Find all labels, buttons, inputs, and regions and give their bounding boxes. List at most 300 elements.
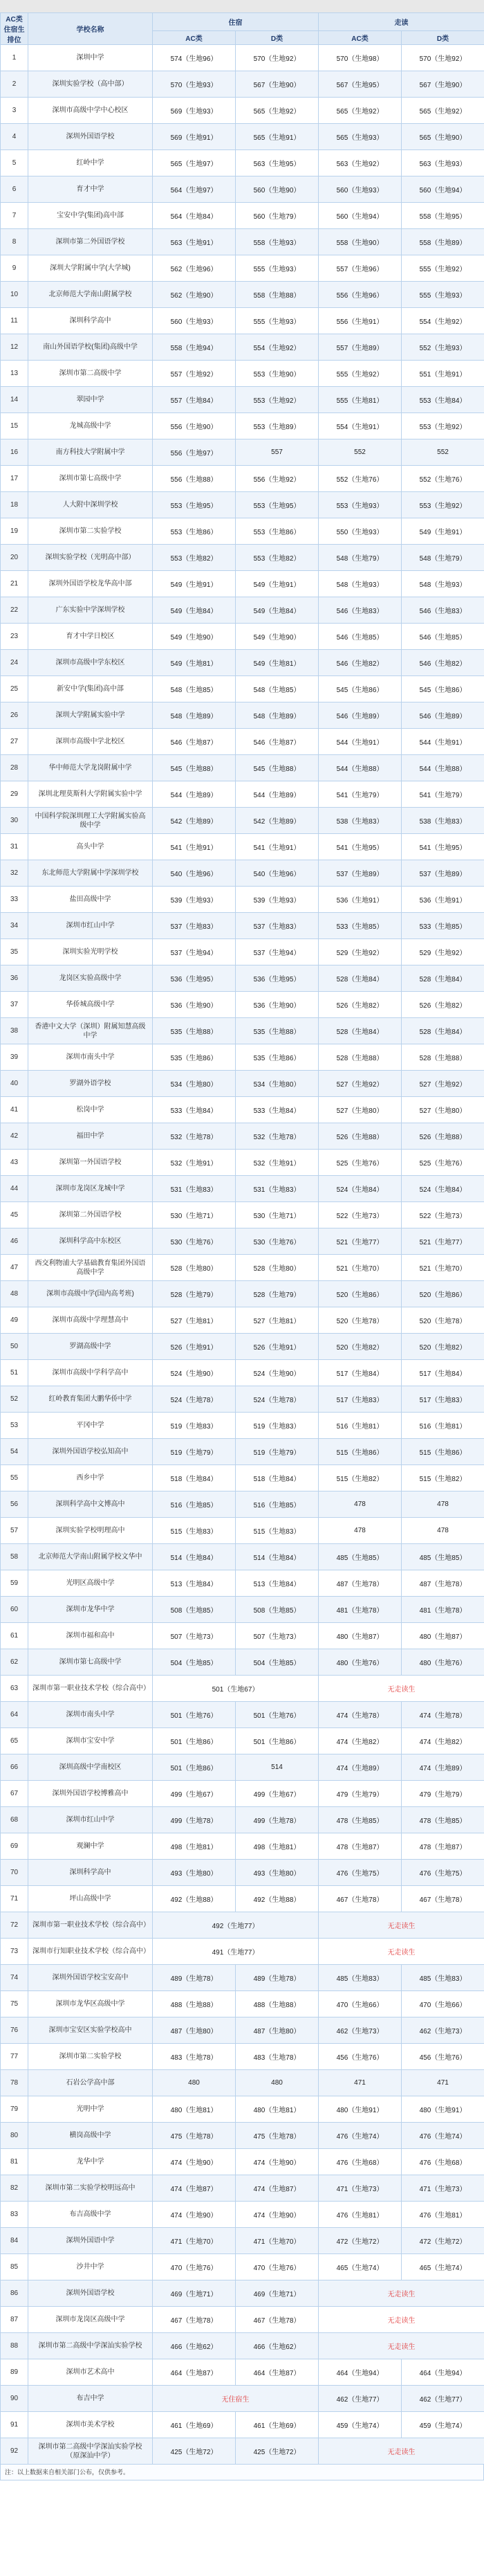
zoudu-ac-cell: 560（生地94） xyxy=(319,203,402,229)
school-name-cell: 东北师范大学附属中学深圳学校 xyxy=(28,860,153,887)
zoudu-d-cell: 515（生地82） xyxy=(402,1465,484,1491)
zoudu-d-cell: 558（生地95） xyxy=(402,203,484,229)
zoudu-d-cell: 554（生地92） xyxy=(402,308,484,334)
zhusu-d-cell: 474（生地90） xyxy=(236,2202,319,2228)
table-row xyxy=(1,1544,484,1570)
zoudu-ac-cell: 537（生地89） xyxy=(319,860,402,887)
table-row xyxy=(1,2017,484,2044)
zoudu-d-cell: 567（生地90） xyxy=(402,71,484,98)
zhusu-d-cell: 530（生地71） xyxy=(236,1202,319,1228)
zhusu-d-cell: 544（生地89） xyxy=(236,781,319,808)
zoudu-d-cell: 527（生地92） xyxy=(402,1071,484,1097)
table-row xyxy=(1,571,484,597)
rank-cell: 53 xyxy=(1,1413,28,1439)
table-row xyxy=(1,1044,484,1071)
zoudu-d-cell: 565（生地92） xyxy=(402,98,484,124)
zoudu-ac-cell: 548（生地79） xyxy=(319,545,402,571)
rank-cell: 45 xyxy=(1,1202,28,1228)
school-name-cell: 育才中学日校区 xyxy=(28,624,153,650)
zoudu-d-cell: 553（生地92） xyxy=(402,413,484,439)
table-row xyxy=(1,1991,484,2017)
zoudu-d-cell: 480（生地87） xyxy=(402,1623,484,1649)
school-name-cell: 南山外国语学校(集团)高级中学 xyxy=(28,334,153,361)
school-name-cell: 深圳北理莫斯科大学附属实验中学 xyxy=(28,781,153,808)
zoudu-ac-cell: 476（生地74） xyxy=(319,2123,402,2149)
table-row xyxy=(1,992,484,1018)
rank-cell: 47 xyxy=(1,1255,28,1281)
zhusu-d-cell: 471（生地70） xyxy=(236,2228,319,2254)
zoudu-d-cell: 524（生地84） xyxy=(402,1176,484,1202)
zoudu-d-cell: 520（生地78） xyxy=(402,1307,484,1334)
rank-cell: 39 xyxy=(1,1044,28,1071)
zhusu-ac-cell: 474（生地90） xyxy=(153,2149,236,2175)
zhusu-ac-cell: 487（生地80） xyxy=(153,2017,236,2044)
school-name-cell: 深圳市龙岗区龙城中学 xyxy=(28,1176,153,1202)
rank-cell: 80 xyxy=(1,2123,28,2149)
zoudu-ac-cell: 480（生地91） xyxy=(319,2096,402,2123)
zhusu-d-cell: 461（生地69） xyxy=(236,2412,319,2438)
zhusu-ac-cell: 557（生地84） xyxy=(153,387,236,413)
zhusu-ac-cell: 531（生地83） xyxy=(153,1176,236,1202)
table-row xyxy=(1,1728,484,1754)
zoudu-d-cell: 528（生地84） xyxy=(402,1018,484,1044)
zhusu-ac-cell: 535（生地88） xyxy=(153,1018,236,1044)
zoudu-ac-cell: 546（生地89） xyxy=(319,702,402,729)
rank-cell: 33 xyxy=(1,887,28,913)
school-name-cell: 深圳大学附属中学(大学城) xyxy=(28,255,153,282)
zoudu-ac-cell: 527（生地92） xyxy=(319,1071,402,1097)
school-name-header: 学校名称 xyxy=(28,13,153,45)
zoudu-ac-cell: 517（生地84） xyxy=(319,1360,402,1386)
zhusu-d-cell: 556（生地92） xyxy=(236,466,319,492)
zhusu-d-cell: 553（生地86） xyxy=(236,518,319,545)
rank-cell: 15 xyxy=(1,413,28,439)
zhusu-d-cell: 464（生地87） xyxy=(236,2359,319,2386)
table-row xyxy=(1,1465,484,1491)
zhusu-ac-cell: 556（生地97） xyxy=(153,439,236,466)
rank-cell: 8 xyxy=(1,229,28,255)
zoudu-ac-cell: 464（生地94） xyxy=(319,2359,402,2386)
zoudu-d-cell: 485（生地83） xyxy=(402,1965,484,1991)
zhusu-d-cell: 489（生地78） xyxy=(236,1965,319,1991)
zoudu-ac-cell: 529（生地92） xyxy=(319,939,402,965)
rank-cell: 82 xyxy=(1,2175,28,2202)
zhusu-d-cell: 515（生地83） xyxy=(236,1518,319,1544)
zoudu-d-cell: 537（生地89） xyxy=(402,860,484,887)
zhusu-d-cell: 516（生地85） xyxy=(236,1491,319,1518)
zoudu-d-cell: 552（生地76） xyxy=(402,466,484,492)
zhusu-d-cell: 508（生地85） xyxy=(236,1597,319,1623)
zoudu-ac-cell: 563（生地92） xyxy=(319,150,402,176)
school-name-cell: 广东实验中学深圳学校 xyxy=(28,597,153,624)
zhusu-d-cell: 553（生地95） xyxy=(236,492,319,518)
zoudu-d-cell: 481（生地78） xyxy=(402,1597,484,1623)
school-name-cell: 深圳外国语中学 xyxy=(28,2228,153,2254)
school-name-cell: 深圳市宝安区实验学校高中 xyxy=(28,2017,153,2044)
school-name-cell: 红岭教育集团大鹏华侨中学 xyxy=(28,1386,153,1413)
table-row xyxy=(1,676,484,702)
zoudu-ac-cell: 476（生地68） xyxy=(319,2149,402,2175)
school-name-cell: 布吉高级中学 xyxy=(28,2202,153,2228)
rank-cell: 91 xyxy=(1,2412,28,2438)
zoudu-d-cell: 522（生地73） xyxy=(402,1202,484,1228)
table-row xyxy=(1,1413,484,1439)
zhusu-ac-cell: 533（生地84） xyxy=(153,1097,236,1123)
zoudu-ac-cell: 546（生地83） xyxy=(319,597,402,624)
zhusu-d-cell: 501（生地86） xyxy=(236,1728,319,1754)
zoudu-ac-cell: 476（生地81） xyxy=(319,2202,402,2228)
zoudu-ac-cell: 479（生地79） xyxy=(319,1781,402,1807)
rank-cell: 14 xyxy=(1,387,28,413)
table-row xyxy=(1,1439,484,1465)
rank-cell: 11 xyxy=(1,308,28,334)
zoudu-ac-cell: 541（生地95） xyxy=(319,834,402,860)
zoudu-ac-cell: 516（生地81） xyxy=(319,1413,402,1439)
zoudu-d-cell: 464（生地94） xyxy=(402,2359,484,2386)
zoudu-ac-cell: 521（生地70） xyxy=(319,1255,402,1281)
table-row xyxy=(1,2070,484,2096)
zhusu-ac-cell: 537（生地94） xyxy=(153,939,236,965)
zoudu-ac-cell: 478 xyxy=(319,1491,402,1518)
table-row xyxy=(1,98,484,124)
school-name-cell: 深圳科学高中 xyxy=(28,308,153,334)
rank-cell: 60 xyxy=(1,1597,28,1623)
zhusu-ac-cell: 549（生地81） xyxy=(153,650,236,676)
table-row xyxy=(1,1334,484,1360)
zhusu-d-cell: 518（生地84） xyxy=(236,1465,319,1491)
zhusu-merged-cell: 501（生地67） xyxy=(153,1676,319,1702)
table-row xyxy=(1,1097,484,1123)
rank-cell: 78 xyxy=(1,2070,28,2096)
zoudu-ac-cell: 520（生地82） xyxy=(319,1334,402,1360)
zhusu-ac-cell: 489（生地78） xyxy=(153,1965,236,1991)
zoudu-ac-cell: 462（生地77） xyxy=(319,2386,402,2412)
school-name-cell: 观澜中学 xyxy=(28,1833,153,1860)
zhusu-d-cell: 553（生地90） xyxy=(236,361,319,387)
table-row xyxy=(1,965,484,992)
table-row xyxy=(1,2175,484,2202)
zoudu-d-cell: 552 xyxy=(402,439,484,466)
school-name-cell: 深圳市高级中学中心校区 xyxy=(28,98,153,124)
zhusu-ac-cell: 515（生地83） xyxy=(153,1518,236,1544)
zoudu-d-cell: 536（生地91） xyxy=(402,887,484,913)
rank-cell: 58 xyxy=(1,1544,28,1570)
table-row xyxy=(1,282,484,308)
school-name-cell: 北京师范大学南山附属学校文华中 xyxy=(28,1544,153,1570)
zhusu-ac-cell: 469（生地71） xyxy=(153,2280,236,2307)
zoudu-ac-cell: 554（生地91） xyxy=(319,413,402,439)
zoudu-d-cell: 476（生地68） xyxy=(402,2149,484,2175)
zoudu-d-cell: 570（生地92） xyxy=(402,45,484,71)
table-row xyxy=(1,255,484,282)
zoudu-d-cell: 480（生地76） xyxy=(402,1649,484,1676)
zhusu-ac-cell: 540（生地96） xyxy=(153,860,236,887)
table-row xyxy=(1,1570,484,1597)
rank-cell: 83 xyxy=(1,2202,28,2228)
zhusu-d-cell: 537（生地94） xyxy=(236,939,319,965)
zoudu-d-cell: 521（生地70） xyxy=(402,1255,484,1281)
zhusu-ac-cell: 549（生地84） xyxy=(153,597,236,624)
zoudu-ac-cell: 515（生地82） xyxy=(319,1465,402,1491)
rank-cell: 36 xyxy=(1,965,28,992)
rank-cell: 67 xyxy=(1,1781,28,1807)
rank-cell: 24 xyxy=(1,650,28,676)
zoudu-d-cell: 476（生地81） xyxy=(402,2202,484,2228)
zoudu-ac-cell: 548（生地93） xyxy=(319,571,402,597)
zoudu-d-cell: 459（生地74） xyxy=(402,2412,484,2438)
rank-cell: 79 xyxy=(1,2096,28,2123)
table-row xyxy=(1,492,484,518)
zhusu-ac-cell: 558（生地94） xyxy=(153,334,236,361)
zhusu-ac-cell: 564（生地84） xyxy=(153,203,236,229)
zoudu-ac-cell: 485（生地83） xyxy=(319,1965,402,1991)
rank-cell: 21 xyxy=(1,571,28,597)
zoudu-ac-cell: 533（生地85） xyxy=(319,913,402,939)
zhusu-d-cell: 527（生地81） xyxy=(236,1307,319,1334)
zhusu-ac-cell: 574（生地96） xyxy=(153,45,236,71)
rank-cell: 28 xyxy=(1,755,28,781)
table-row xyxy=(1,2202,484,2228)
zoudu-ac-cell: 524（生地84） xyxy=(319,1176,402,1202)
zhusu-ac-cell: 501（生地76） xyxy=(153,1702,236,1728)
rank-cell: 72 xyxy=(1,1912,28,1939)
zhusu-d-cell: 554（生地92） xyxy=(236,334,319,361)
zhusu-d-cell: 558（生地88） xyxy=(236,282,319,308)
table-row xyxy=(1,650,484,676)
zhusu-ac-cell: 461（生地69） xyxy=(153,2412,236,2438)
zhusu-ac-cell: 546（生地87） xyxy=(153,729,236,755)
table-row xyxy=(1,834,484,860)
zoudu-ac-cell: 544（生地88） xyxy=(319,755,402,781)
zhusu-d-cell: 514 xyxy=(236,1754,319,1781)
rank-cell: 13 xyxy=(1,361,28,387)
rank-cell: 55 xyxy=(1,1465,28,1491)
zoudu-d-cell: 528（生地84） xyxy=(402,965,484,992)
zoudu-ac-cell: 474（生地78） xyxy=(319,1702,402,1728)
zhusu-d-cell: 549（生地91） xyxy=(236,571,319,597)
rank-cell: 27 xyxy=(1,729,28,755)
table-row xyxy=(1,887,484,913)
school-name-cell: 龙城高级中学 xyxy=(28,413,153,439)
school-name-cell: 深圳市高级中学(国内高考班) xyxy=(28,1281,153,1307)
school-name-cell: 深圳市第二实验学校 xyxy=(28,2044,153,2070)
zoudu-ac-cell: 526（生地88） xyxy=(319,1123,402,1150)
school-name-cell: 深圳中学 xyxy=(28,45,153,71)
zhusu-ac-cell: 549（生地91） xyxy=(153,571,236,597)
zoudu-ac-cell: 536（生地91） xyxy=(319,887,402,913)
zhusu-d-cell: 467（生地78） xyxy=(236,2307,319,2333)
zoudu-d-cell: 546（生地82） xyxy=(402,650,484,676)
school-name-cell: 深圳市龙岗区高级中学 xyxy=(28,2307,153,2333)
zhusu-d-cell: 560（生地90） xyxy=(236,176,319,203)
zoudu-ac-cell: 557（生地89） xyxy=(319,334,402,361)
zoudu-ac-cell: 474（生地82） xyxy=(319,1728,402,1754)
zhusu-d-cell: 469（生地71） xyxy=(236,2280,319,2307)
zoudu-ac-cell: 487（生地78） xyxy=(319,1570,402,1597)
table-row xyxy=(1,624,484,650)
zhusu-ac-cell: 524（生地90） xyxy=(153,1360,236,1386)
zoudu-d-cell: 474（生地89） xyxy=(402,1754,484,1781)
table-row xyxy=(1,124,484,150)
zhusu-d-cell: 480（生地81） xyxy=(236,2096,319,2123)
zhusu-d-cell: 553（生地89） xyxy=(236,413,319,439)
zoudu-ac-cell: 552 xyxy=(319,439,402,466)
zhusu-ac-cell: 499（生地67） xyxy=(153,1781,236,1807)
zhusu-ac-cell: 480（生地81） xyxy=(153,2096,236,2123)
zoudu-d-cell: 479（生地79） xyxy=(402,1781,484,1807)
rank-cell: 65 xyxy=(1,1728,28,1754)
rank-cell: 92 xyxy=(1,2438,28,2465)
rank-cell: 25 xyxy=(1,676,28,702)
zhusu-d-cell: 532（生地78） xyxy=(236,1123,319,1150)
school-name-cell: 深圳市艺术高中 xyxy=(28,2359,153,2386)
rank-cell: 77 xyxy=(1,2044,28,2070)
zhusu-d-cell: 483（生地78） xyxy=(236,2044,319,2070)
rank-cell: 34 xyxy=(1,913,28,939)
zoudu-d-cell: 474（生地82） xyxy=(402,1728,484,1754)
zoudu-ac-cell: 470（生地66） xyxy=(319,1991,402,2017)
zoudu-d-cell: 551（生地91） xyxy=(402,361,484,387)
table-row xyxy=(1,361,484,387)
school-name-cell: 深圳外国语学校 xyxy=(28,2280,153,2307)
zoudu-d-cell: 545（生地86） xyxy=(402,676,484,702)
table-row xyxy=(1,729,484,755)
school-name-cell: 深圳市宝安中学 xyxy=(28,1728,153,1754)
school-name-cell: 南方科技大学附属中学 xyxy=(28,439,153,466)
zhusu-d-cell: 533（生地84） xyxy=(236,1097,319,1123)
zoudu-d-cell: 541（生地95） xyxy=(402,834,484,860)
zhusu-d-cell: 555（生地93） xyxy=(236,308,319,334)
zhusu-ac-cell: 560（生地93） xyxy=(153,308,236,334)
rank-cell: 66 xyxy=(1,1754,28,1781)
school-name-cell: 深圳第二外国语学校 xyxy=(28,1202,153,1228)
zhusu-d-cell: 474（生地90） xyxy=(236,2149,319,2175)
school-name-cell: 新安中学(集团)高中部 xyxy=(28,676,153,702)
zhusu-ac-cell: 564（生地97） xyxy=(153,176,236,203)
zoudu-ac-cell: 522（生地73） xyxy=(319,1202,402,1228)
zhusu-d-cell: 548（生地85） xyxy=(236,676,319,702)
school-name-cell: 深圳市高级中学科学高中 xyxy=(28,1360,153,1386)
zhusu-ac-cell: 467（生地78） xyxy=(153,2307,236,2333)
zoudu-d-cell: 478（生地87） xyxy=(402,1833,484,1860)
school-name-cell: 深圳实验学校明理高中 xyxy=(28,1518,153,1544)
table-row xyxy=(1,1702,484,1728)
zhusu-ac-cell: 544（生地89） xyxy=(153,781,236,808)
school-name-cell: 深圳实验学校（高中部） xyxy=(28,71,153,98)
zoudu-header: 走读 xyxy=(319,13,484,31)
table-row xyxy=(1,518,484,545)
zoudu-ac-cell: 481（生地78） xyxy=(319,1597,402,1623)
school-name-cell: 深圳市红山中学 xyxy=(28,1807,153,1833)
zoudu-d-cell: 565（生地90） xyxy=(402,124,484,150)
rank-cell: 84 xyxy=(1,2228,28,2254)
zhusu-d-cell: 546（生地87） xyxy=(236,729,319,755)
zhusu-ac-cell: 471（生地70） xyxy=(153,2228,236,2254)
zoudu-d-cell: 544（生地88） xyxy=(402,755,484,781)
school-name-cell: 高头中学 xyxy=(28,834,153,860)
table-row xyxy=(1,1807,484,1833)
table-row xyxy=(1,229,484,255)
zhusu-ac-cell: 483（生地78） xyxy=(153,2044,236,2070)
zhusu-ac-cell: 548（生地85） xyxy=(153,676,236,702)
zhusu-d-cell: 526（生地91） xyxy=(236,1334,319,1360)
school-name-cell: 西乡中学 xyxy=(28,1465,153,1491)
zoudu-ac-cell: 472（生地72） xyxy=(319,2228,402,2254)
zoudu-d-cell: 516（生地81） xyxy=(402,1413,484,1439)
zoudu-merged-cell: 无走读生 xyxy=(319,2333,484,2359)
rank-cell: 41 xyxy=(1,1097,28,1123)
zoudu-ac-cell: 545（生地86） xyxy=(319,676,402,702)
rank-cell: 49 xyxy=(1,1307,28,1334)
zhusu-d-cell: 425（生地72） xyxy=(236,2438,319,2465)
school-name-cell: 西交利物浦大学基础教育集团外国语高级中学 xyxy=(28,1255,153,1281)
zoudu-d-cell: 471 xyxy=(402,2070,484,2096)
table-row xyxy=(1,1386,484,1413)
school-name-cell: 平冈中学 xyxy=(28,1413,153,1439)
zoudu-d-cell: 478 xyxy=(402,1491,484,1518)
zhusu-d-cell: 470（生地76） xyxy=(236,2254,319,2280)
zhusu-ac-cell: 530（生地76） xyxy=(153,1228,236,1255)
zhusu-ac-cell: 549（生地90） xyxy=(153,624,236,650)
zoudu-ac-cell: 456（生地76） xyxy=(319,2044,402,2070)
table-row xyxy=(1,1202,484,1228)
zoudu-d-cell: 548（生地79） xyxy=(402,545,484,571)
school-name-cell: 深圳实验光明学校 xyxy=(28,939,153,965)
school-name-cell: 深圳市第七高级中学 xyxy=(28,466,153,492)
zoudu-d-cell: 558（生地89） xyxy=(402,229,484,255)
zoudu-ac-cell: 478（生地85） xyxy=(319,1807,402,1833)
table-row xyxy=(1,913,484,939)
zoudu-d-cell: 526（生地88） xyxy=(402,1123,484,1150)
table-row xyxy=(1,439,484,466)
zoudu-ac-cell: 527（生地80） xyxy=(319,1097,402,1123)
zoudu-ac-cell: 538（生地83） xyxy=(319,808,402,834)
zoudu-d-cell: 560（生地94） xyxy=(402,176,484,203)
zhusu-ac-cell: 475（生地78） xyxy=(153,2123,236,2149)
school-name-cell: 深圳市第二外国语学校 xyxy=(28,229,153,255)
rank-cell: 54 xyxy=(1,1439,28,1465)
zoudu-d-cell: 525（生地76） xyxy=(402,1150,484,1176)
rank-cell: 75 xyxy=(1,1991,28,2017)
table-row xyxy=(1,808,484,834)
zoudu-d-cell: 552（生地93） xyxy=(402,334,484,361)
zhusu-d-cell: 548（生地89） xyxy=(236,702,319,729)
zhusu-ac-cell: 569（生地91） xyxy=(153,124,236,150)
zoudu-ac-cell: 515（生地86） xyxy=(319,1439,402,1465)
rank-cell: 43 xyxy=(1,1150,28,1176)
zhusu-ac-cell: 516（生地85） xyxy=(153,1491,236,1518)
zhusu-d-cell: 570（生地92） xyxy=(236,45,319,71)
zhusu-ac-cell: 501（生地86） xyxy=(153,1754,236,1781)
table-row xyxy=(1,1912,484,1939)
rank-cell: 48 xyxy=(1,1281,28,1307)
zhusu-d-cell: 555（生地93） xyxy=(236,255,319,282)
rank-cell: 10 xyxy=(1,282,28,308)
rank-cell: 85 xyxy=(1,2254,28,2280)
zhusu-ac-cell: 498（生地81） xyxy=(153,1833,236,1860)
rank-cell: 90 xyxy=(1,2386,28,2412)
zoudu-ac-cell: 546（生地82） xyxy=(319,650,402,676)
rank-cell: 51 xyxy=(1,1360,28,1386)
zoudu-ac-cell: 526（生地82） xyxy=(319,992,402,1018)
zhusu-ac-cell: 507（生地73） xyxy=(153,1623,236,1649)
zoudu-d-cell: 517（生地83） xyxy=(402,1386,484,1413)
table-row xyxy=(1,2359,484,2386)
zhusu-ac-cell: 569（生地93） xyxy=(153,98,236,124)
zoudu-d-cell: 527（生地80） xyxy=(402,1097,484,1123)
rank-cell: 7 xyxy=(1,203,28,229)
table-row xyxy=(1,71,484,98)
